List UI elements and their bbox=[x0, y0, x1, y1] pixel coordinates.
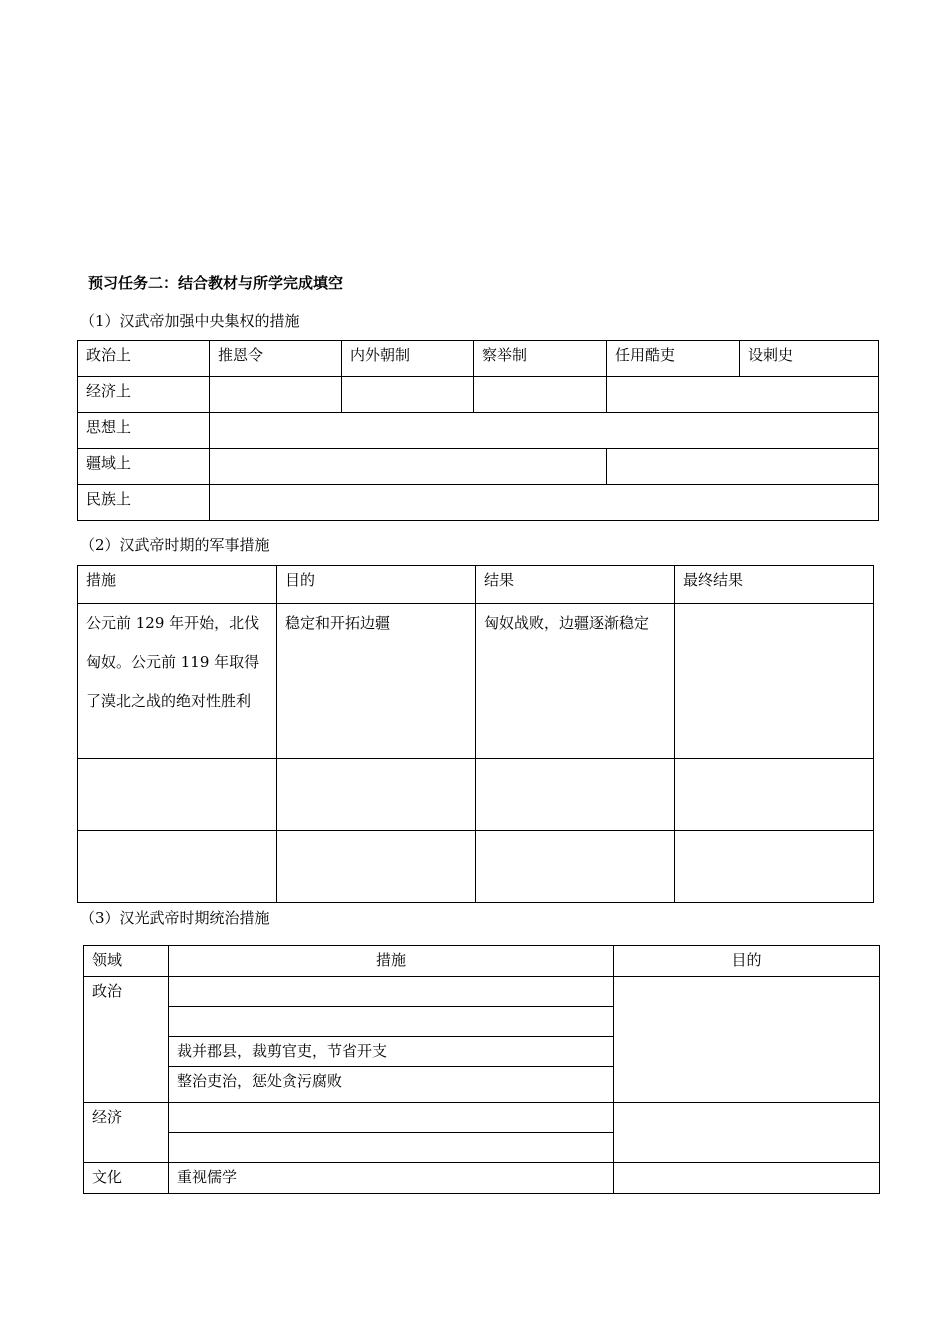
table-cell: 裁并郡县，裁剪官吏，节省开支 bbox=[169, 1037, 614, 1067]
answer-cell[interactable] bbox=[169, 1133, 614, 1163]
table-header-row bbox=[78, 566, 874, 604]
table-cell: 设刺史 bbox=[740, 341, 879, 377]
military-table bbox=[77, 565, 874, 903]
answer-cell[interactable] bbox=[277, 759, 476, 831]
answer-cell[interactable] bbox=[607, 449, 879, 485]
table-row bbox=[78, 485, 879, 521]
answer-cell[interactable] bbox=[675, 604, 874, 759]
column-header: 目的 bbox=[277, 566, 476, 604]
row-label: 疆域上 bbox=[78, 449, 210, 485]
table-cell: 察举制 bbox=[474, 341, 607, 377]
table-cell: 推恩令 bbox=[210, 341, 342, 377]
column-header: 措施 bbox=[78, 566, 277, 604]
answer-cell[interactable] bbox=[474, 377, 607, 413]
table-cell: 稳定和开拓边疆 bbox=[277, 604, 476, 759]
row-label: 政治上 bbox=[78, 341, 210, 377]
table-row bbox=[78, 831, 874, 903]
table-row bbox=[84, 1163, 880, 1194]
answer-cell[interactable] bbox=[614, 1163, 880, 1194]
row-label: 民族上 bbox=[78, 485, 210, 521]
answer-cell[interactable] bbox=[476, 759, 675, 831]
row-label: 政治 bbox=[84, 977, 169, 1103]
row-label: 思想上 bbox=[78, 413, 210, 449]
column-header: 结果 bbox=[476, 566, 675, 604]
answer-cell[interactable] bbox=[78, 759, 277, 831]
table-cell: 重视儒学 bbox=[169, 1163, 614, 1194]
section1-heading: （1）汉武帝加强中央集权的措施 bbox=[80, 312, 300, 330]
guangwu-table bbox=[83, 945, 880, 1194]
table-cell: 整治吏治，惩处贪污腐败 bbox=[169, 1067, 614, 1103]
answer-cell[interactable] bbox=[476, 831, 675, 903]
answer-cell[interactable] bbox=[614, 977, 880, 1103]
column-header: 目的 bbox=[614, 946, 880, 977]
central-power-table bbox=[77, 340, 879, 521]
answer-cell[interactable] bbox=[675, 759, 874, 831]
table-row bbox=[78, 377, 879, 413]
answer-cell[interactable] bbox=[675, 831, 874, 903]
table-row bbox=[78, 604, 874, 759]
row-label: 经济 bbox=[84, 1103, 169, 1163]
table-row bbox=[78, 413, 879, 449]
column-header: 最终结果 bbox=[675, 566, 874, 604]
answer-cell[interactable] bbox=[277, 831, 476, 903]
answer-cell[interactable] bbox=[210, 377, 342, 413]
answer-cell[interactable] bbox=[169, 1103, 614, 1133]
table-row bbox=[78, 449, 879, 485]
column-header: 措施 bbox=[169, 946, 614, 977]
table-header-row bbox=[84, 946, 880, 977]
answer-cell[interactable] bbox=[607, 377, 879, 413]
section3-heading: （3）汉光武帝时期统治措施 bbox=[80, 909, 270, 927]
answer-cell[interactable] bbox=[78, 831, 277, 903]
row-label: 经济上 bbox=[78, 377, 210, 413]
table-row bbox=[84, 1103, 880, 1133]
answer-cell[interactable] bbox=[210, 485, 879, 521]
row-label: 文化 bbox=[84, 1163, 169, 1194]
answer-cell[interactable] bbox=[169, 1007, 614, 1037]
table-row bbox=[84, 977, 880, 1007]
answer-cell[interactable] bbox=[614, 1103, 880, 1163]
answer-cell[interactable] bbox=[169, 977, 614, 1007]
table-cell: 内外朝制 bbox=[342, 341, 474, 377]
table-cell: 任用酷吏 bbox=[607, 341, 740, 377]
answer-cell[interactable] bbox=[342, 377, 474, 413]
section2-heading: （2）汉武帝时期的军事措施 bbox=[80, 536, 270, 554]
table-row bbox=[78, 759, 874, 831]
table-row bbox=[78, 341, 879, 377]
answer-cell[interactable] bbox=[210, 413, 879, 449]
page-title: 预习任务二：结合教材与所学完成填空 bbox=[88, 274, 344, 292]
table-cell: 匈奴战败，边疆逐渐稳定 bbox=[476, 604, 675, 759]
column-header: 领域 bbox=[84, 946, 169, 977]
table-cell: 公元前 129 年开始，北伐匈奴。公元前 119 年取得了漠北之战的绝对性胜利 bbox=[78, 604, 277, 759]
answer-cell[interactable] bbox=[210, 449, 607, 485]
